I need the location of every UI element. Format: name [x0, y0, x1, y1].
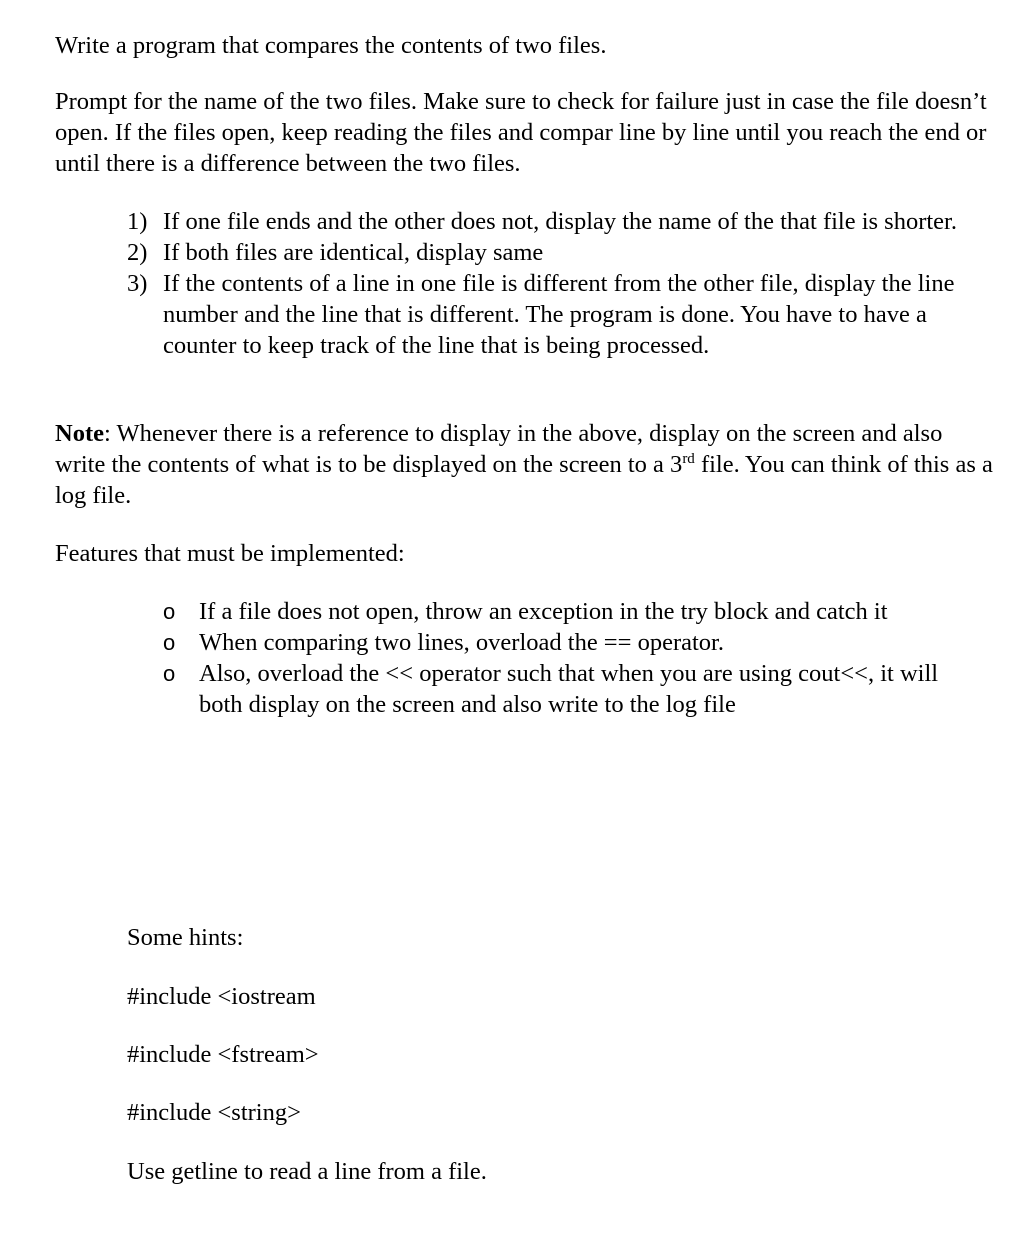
note-label: Note — [55, 420, 104, 447]
document-title: Write a program that compares the contents of two files. — [55, 32, 607, 59]
hint-include-fstream: #include <fstream> — [127, 1041, 319, 1068]
bullet-circle-icon: o — [163, 661, 176, 686]
note-text-end: file. You can think of this as a log file. — [55, 451, 993, 509]
note-superscript: rd — [682, 450, 695, 467]
list-marker: 1) — [127, 208, 148, 235]
features-list-item-3 — [163, 658, 983, 720]
bullet-circle-icon: o — [163, 599, 176, 624]
list-item-text: Also, overload the << operator such that when you are using cout<<, it will both display on the screen and also write to the log file — [199, 660, 939, 718]
list-item-text: If both files are identical, display same — [163, 239, 544, 266]
numbered-list-item-3 — [127, 268, 967, 361]
intro-paragraph: Prompt for the name of the two files. Make sure to check for failure just in case the file doesn’t open. If the files open, keep reading the files and compar line by line until you reach the end or until there is a difference between the two files. — [55, 88, 987, 177]
list-item-text: If the contents of a line in one file is different from the other file, display the line number and the line that is different. The program is done. You have to have a counter to keep track of the line that is being processed. — [163, 270, 955, 359]
numbered-list — [127, 206, 967, 361]
hint-include-iostream: #include <iostream — [127, 983, 316, 1010]
list-marker: 2) — [127, 239, 148, 266]
features-heading: Features that must be implemented: — [55, 540, 405, 567]
features-list-item-2 — [163, 627, 983, 658]
hint-getline: Use getline to read a line from a file. — [127, 1158, 487, 1185]
list-item-text: When comparing two lines, overload the == operator. — [199, 629, 724, 656]
note-text: : Whenever there is a reference to display in the above, display on the screen and also write the contents of what is to be displayed on the screen to a 3 — [55, 420, 943, 478]
features-list-item-1 — [163, 596, 983, 627]
numbered-list-item-1 — [127, 206, 967, 237]
bullet-circle-icon: o — [163, 630, 176, 655]
list-item-text: If a file does not open, throw an exception in the try block and catch it — [199, 598, 888, 625]
hints-heading: Some hints: — [127, 924, 244, 951]
note-paragraph — [55, 418, 995, 511]
hint-include-string: #include <string> — [127, 1099, 301, 1126]
list-item-text: If one file ends and the other does not, display the name of the that file is shorter. — [163, 208, 957, 235]
features-list — [163, 596, 983, 720]
numbered-list-item-2 — [127, 237, 967, 268]
list-marker: 3) — [127, 270, 148, 297]
